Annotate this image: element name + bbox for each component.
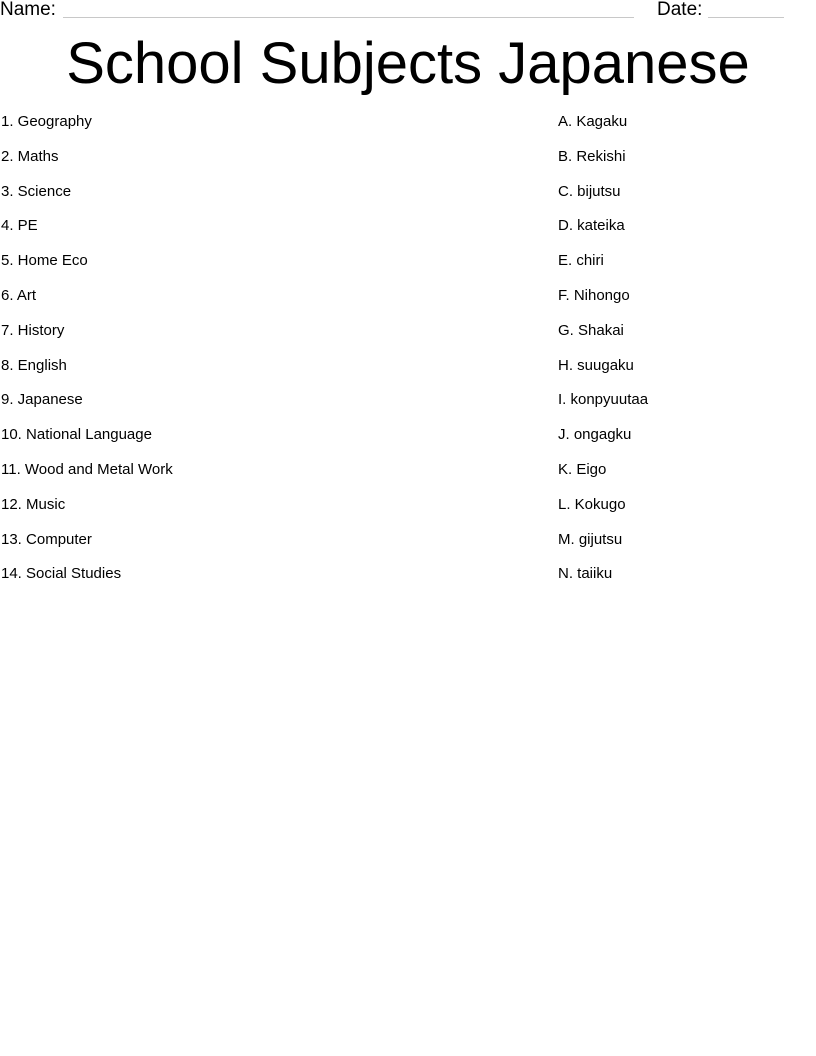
japanese-term: A. Kagaku (558, 113, 628, 130)
english-term: 8. English (1, 356, 67, 374)
english-term: 12. Music (1, 495, 66, 513)
english-term: 1. Geography (1, 113, 92, 130)
english-term: 10. National Language (1, 426, 152, 444)
japanese-term: D. kateika (558, 217, 625, 235)
worksheet-header (0, 0, 816, 22)
japanese-term: C. bijutsu (558, 182, 621, 200)
english-term: 7. History (1, 321, 65, 339)
date-label: Date: (657, 0, 703, 20)
english-term: 11. Wood and Metal Work (1, 460, 173, 478)
japanese-term: N. taiiku (558, 565, 613, 583)
japanese-term: K. Eigo (558, 460, 607, 478)
japanese-terms-list (558, 112, 648, 599)
english-term: 14. Social Studies (1, 565, 122, 583)
english-term: 5. Home Eco (1, 252, 88, 270)
japanese-term: I. konpyuutaa (558, 391, 649, 409)
japanese-term: L. Kokugo (558, 495, 626, 513)
japanese-term: G. Shakai (558, 321, 624, 339)
english-term: 4. PE (1, 217, 38, 235)
name-label: Name: (0, 0, 56, 20)
japanese-term: F. Nihongo (558, 286, 630, 304)
english-term: 13. Computer (1, 530, 92, 548)
page-title: School Subjects Japanese (66, 31, 750, 96)
japanese-term: B. Rekishi (558, 147, 626, 165)
japanese-term: H. suugaku (558, 356, 634, 374)
english-terms-list (1, 112, 173, 599)
english-term: 3. Science (1, 182, 72, 200)
name-field-line[interactable] (63, 17, 634, 18)
english-term: 2. Maths (1, 147, 59, 165)
japanese-term: E. chiri (558, 252, 604, 270)
japanese-term: J. ongagku (558, 426, 632, 444)
english-term: 6. Art (1, 286, 37, 304)
japanese-term: M. gijutsu (558, 530, 623, 548)
english-term: 9. Japanese (1, 391, 83, 409)
date-field-line[interactable] (708, 17, 784, 18)
